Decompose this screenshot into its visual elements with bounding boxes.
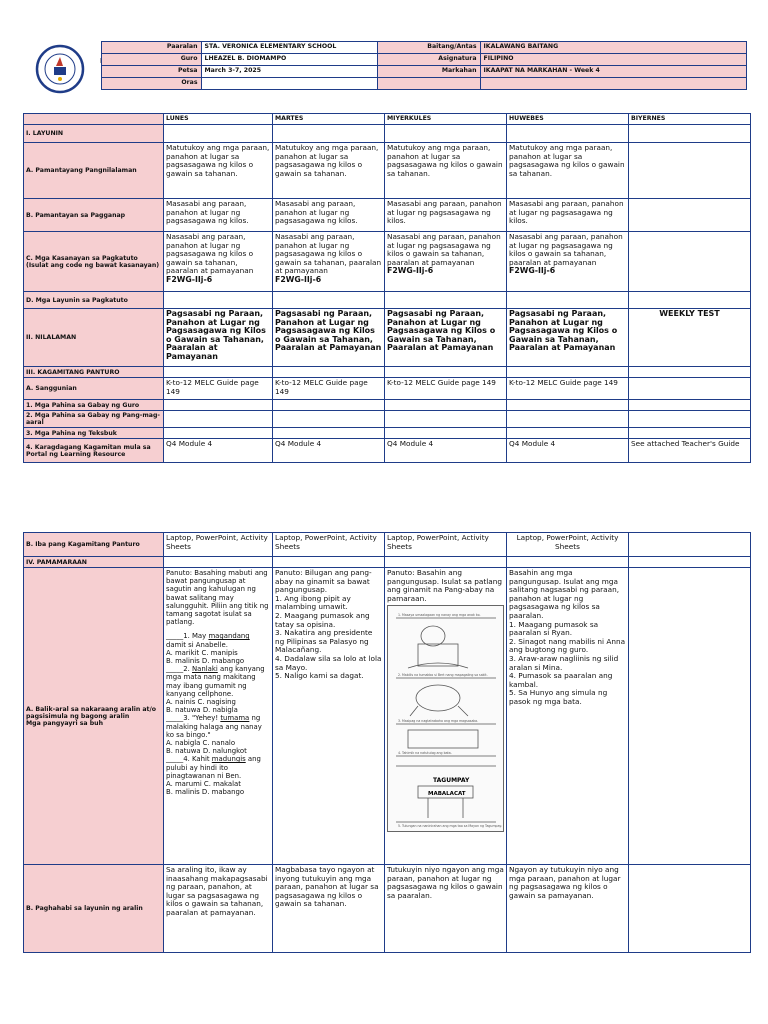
iba-martes: Laptop, PowerPoint, Activity Sheets <box>273 533 385 557</box>
quiz-choices: A. nabigla C. nanalo <box>166 739 236 748</box>
kagamitan-heading: III. KAGAMITANG PANTURO <box>24 367 164 378</box>
kasanayan-martes <box>273 232 385 292</box>
quiz-choices: B. natuwa D. nabigla <box>166 706 238 715</box>
iba-lunes: Laptop, PowerPoint, Activity Sheets <box>164 533 273 557</box>
competency-code: F2WG-IIj-6 <box>387 266 434 276</box>
quiz-item-suffix: damit si Anabelle. <box>166 640 228 649</box>
martes-item: 1. Ang ibong pipit ay malambing umawit. <box>275 593 351 612</box>
kasanayan-text: Nasasabi ang paraan, panahon at lugar ng pagsasagawa ng kilos o gawain sa tahanan, paaralan at pamayanan <box>509 232 623 267</box>
quiz-item <box>166 665 270 714</box>
lunes-instructions: Panuto: Basahing mabuti ang bawat pangungusap at sagutin ang kahulugan ng bawat salitang may salungguhit. Piliin ang titik ng tamang sagotat isulat sa patlang. <box>166 569 269 627</box>
underlined-word: Nanlaki <box>192 665 218 674</box>
gabay-guro-label: 1. Mga Pahina sa Gabay ng Guro <box>24 400 164 411</box>
time-value <box>201 78 377 90</box>
kasanayan-text: Nasasabi ang paraan, panahon at lugar ng pagsasagawa ng kilos o gawain sa tahanan, paaralan at pamayanan <box>166 232 254 276</box>
pagganap-huwebes: Masasabi ang paraan, panahon at lugar ng pagsasagawa ng kilos. <box>507 199 629 232</box>
iba-miyerkules: Laptop, PowerPoint, Activity Sheets <box>385 533 507 557</box>
quiz-item-prefix: _____3. "Yehey! <box>166 714 221 723</box>
iba-pang-kagamitan-label: B. Iba pang Kagamitang Panturo <box>24 533 164 557</box>
paghahabi-miyerkules: Tutukuyin niyo ngayon ang mga paraan, panahon at lugar ng pagsasagawa ng kilos o gawain sa paaralan. <box>385 865 507 953</box>
nilalaman-miyerkules: Pagsasabi ng Paraan, Panahon at Lugar ng Pagsasagawa ng Kilos o Gawain sa Tahanan, Paaralan at Pamayanan <box>385 309 507 367</box>
grade-value: IKALAWANG BAITANG <box>480 42 746 54</box>
sanggunian-label: A. Sanggunian <box>24 378 164 400</box>
quiz-item <box>166 755 270 796</box>
nilalaman-huwebes: Pagsasabi ng Paraan, Panahon at Lugar ng Pagsasagawa ng Kilos o Gawain sa Tahanan, Paaralan at Pamayanan <box>507 309 629 367</box>
martes-item: 2. Maagang pumasok ang tatay sa opisina. <box>275 610 370 629</box>
module-martes: Q4 Module 4 <box>273 439 385 463</box>
day-header-martes: MARTES <box>273 114 385 125</box>
quiz-item-suffix: ang pulubi ay hindi ito pinagtawanan ni Ben. <box>166 755 261 780</box>
pangnilalaman-huwebes: Matutukoy ang mga paraan, panahon at lugar sa pagsasagawa ng kilos o gawain sa tahanan. <box>507 143 629 199</box>
pangnilalaman-miyerkules: Matutukoy ang mga paraan, panahon at lugar sa pagsasagawa ng kilos o gawain sa tahanan. <box>385 143 507 199</box>
quiz-choices: A. marikit C. manipis <box>166 648 238 657</box>
tagumpay-caption: TAGUMPAY <box>433 777 470 785</box>
kasanayan-text: Nasasabi ang paraan, panahon at lugar ng pagsasagawa ng kilos o gawain sa tahanan, paaralan at pamayanan <box>275 232 382 276</box>
martes-item: 5. Naligo kami sa dagat. <box>275 671 364 681</box>
day-header-biyernes: BIYERNES <box>629 114 751 125</box>
nilalaman-lunes: Pagsasabi ng Paraan, Panahon at Lugar ng Pagsasagawa ng Kilos o Gawain sa Tahanan, Paaralan at Pamayanan <box>164 309 273 367</box>
martes-instructions: Panuto: Bilugan ang pang-abay na ginamit sa bawat pangungusap. <box>275 568 372 595</box>
worksheet-image <box>387 605 504 832</box>
pamantayan-pagganap-label: B. Pamantayan sa Pagganap <box>24 199 164 232</box>
huwebes-instructions: Basahin ang mga pangungusap. Isulat ang mga salitang nagsasabi ng paraan, panahon at lugar ng pagsasagawa ng kilos sa paaralan. <box>509 568 620 620</box>
worksheet-illustration <box>388 606 504 829</box>
lesson-log-table-2 <box>23 532 751 953</box>
grade-label: Baitang/Antas <box>377 42 480 54</box>
worksheet-line: 1. Masaya umaalagaan ng nanay ang mga anak ko. <box>398 613 481 618</box>
time-label: Oras <box>101 78 201 90</box>
quiz-item-suffix: ng malaking halaga ang nanay ko sa bingo." <box>166 714 262 739</box>
day-header-miyerkules: MIYERKULES <box>385 114 507 125</box>
module-huwebes: Q4 Module 4 <box>507 439 629 463</box>
nilalaman-martes: Pagsasabi ng Paraan, Panahon at Lugar ng Pagsasagawa ng Kilos o Gawain sa Tahanan, Paaralan at Pamayanan <box>273 309 385 367</box>
quiz-item-prefix: _____1. May <box>166 632 209 641</box>
lesson-log-table-1 <box>23 113 751 463</box>
date-label: Petsa <box>101 66 201 78</box>
huwebes-item: 4. Pumasok sa paaralan ang kambal. <box>509 671 613 689</box>
quiz-choices: A. nainis C. nagising <box>166 698 236 707</box>
teacher-value: LHEAZEL B. DIOMAMPO <box>201 54 377 66</box>
worksheet-line: 2. Mabilis na tumakbo si Bert nang mapagaling sa sakit. <box>398 673 488 678</box>
balik-aral-miyerkules <box>385 568 507 865</box>
balik-aral-huwebes <box>507 568 629 865</box>
quiz-item <box>166 714 270 755</box>
quiz-item-prefix: _____4. Kahit <box>166 755 212 764</box>
pangnilalaman-martes: Matutukoy ang mga paraan, panahon at lugar sa pagsasagawa ng kilos o gawain sa tahanan. <box>273 143 385 199</box>
paghahabi-label: B. Paghahabi sa layunin ng aralin <box>24 865 164 953</box>
lunes-quiz-items <box>166 632 270 796</box>
date-value: March 3-7, 2025 <box>201 66 377 78</box>
gabay-mag-aaral-label: 2. Mga Pahina sa Gabay ng Pang-mag-aaral <box>24 411 164 428</box>
kasanayan-label: C. Mga Kasanayan sa Pagkatuto (Isulat ang code ng bawat kasanayan) <box>24 232 164 292</box>
module-miyerkules: Q4 Module 4 <box>385 439 507 463</box>
quiz-choices: B. malinis D. mabango <box>166 657 245 666</box>
sanggunian-huwebes: K-to-12 MELC Guide page 149 <box>507 378 629 400</box>
pamantayang-pangnilalaman-label: A. Pamantayang Pangnilalaman <box>24 143 164 199</box>
kasanayan-lunes <box>164 232 273 292</box>
balik-aral-label: A. Balik-aral sa nakaraang aralin at/o pagsisimula ng bagong aralin Mga pangyayri sa buh <box>24 568 164 865</box>
pagganap-miyerkules: Masasabi ang paraan, panahon at lugar ng pagsasagawa ng kilos. <box>385 199 507 232</box>
quiz-choices: B. natuwa D. nalungkot <box>166 747 247 756</box>
competency-code: F2WG-IIj-6 <box>166 274 213 284</box>
martes-item: 3. Nakatira ang presidente ng Pilipinas sa Palasyo ng Malacañang. <box>275 628 373 655</box>
layunin-heading: I. LAYUNIN <box>24 125 164 143</box>
weekly-test-label: WEEKLY TEST <box>629 309 751 367</box>
school-value: STA. VERONICA ELEMENTARY SCHOOL <box>201 42 377 54</box>
layunin-pagkatuto-label: D. Mga Layunin sa Pagkatuto <box>24 292 164 309</box>
header-info-table <box>23 41 747 90</box>
paghahabi-huwebes: Ngayon ay tutukuyin niyo ang mga paraan, panahon at lugar ng pagsasagawa ng kilos o gawain sa pamayanan. <box>507 865 629 953</box>
quiz-item <box>166 632 270 665</box>
subject-label: Asignatura <box>377 54 480 66</box>
sanggunian-miyerkules: K-to-12 MELC Guide page 149 <box>385 378 507 400</box>
underlined-word: magandang <box>208 632 250 641</box>
corner-cell <box>24 114 164 125</box>
paghahabi-martes: Magbabasa tayo ngayon at inyong tutukuyin ang mga paraan, panahon at lugar sa pagsasagawa ng kilos o gawain sa tahanan. <box>273 865 385 953</box>
module-lunes: Q4 Module 4 <box>164 439 273 463</box>
mabalacat-caption: MABALACAT <box>428 791 466 798</box>
paghahabi-lunes: Sa araling ito, ikaw ay inaasahang makapagsasabi ng paraan, panahon, at lugar sa pagsasagawa ng kilos o gawain sa tahanan, paaralan at pamayanan. <box>164 865 273 953</box>
worksheet-line: 3. Masipag na nagtatrabaho ang mga magsasaka. <box>398 719 479 724</box>
quiz-item-suffix: ang kanyang mga mata nang makitang may ibang gumamit ng kanyang cellphone. <box>166 665 265 698</box>
quarter-label: Markahan <box>377 66 480 78</box>
balik-aral-lunes <box>164 568 273 865</box>
pagganap-lunes: Masasabi ang paraan, panahon at lugar ng pagsasagawa ng kilos. <box>164 199 273 232</box>
underlined-word: madungis <box>211 755 246 764</box>
worksheet-line: 5. Tulungan na naninirahan ang mga tao sa Mayon ng Tagumpay. <box>398 824 502 829</box>
teksbuk-label: 3. Mga Pahina ng Teksbuk <box>24 428 164 439</box>
teacher-label: Guro <box>101 54 201 66</box>
quiz-choices: B. malinis D. mabango <box>166 788 245 797</box>
huwebes-item: 2. Sinagot nang mabilis ni Anna ang bugtong ng guro. <box>509 636 626 655</box>
nilalaman-label: II. NILALAMAN <box>24 309 164 367</box>
quiz-choices: A. marumi C. makalat <box>166 780 241 789</box>
pagganap-martes: Masasabi ang paraan, panahon at lugar ng pagsasagawa ng kilos. <box>273 199 385 232</box>
kasanayan-huwebes <box>507 232 629 292</box>
sanggunian-lunes: K-to-12 MELC Guide page 149 <box>164 378 273 400</box>
iba-huwebes: Laptop, PowerPoint, Activity Sheets <box>507 533 629 557</box>
day-header-huwebes: HUWEBES <box>507 114 629 125</box>
blank-value <box>480 78 746 90</box>
kasanayan-text: Nasasabi ang paraan, panahon at lugar ng pagsasagawa ng kilos o gawain sa tahanan, paaralan at pamayanan <box>387 232 501 267</box>
competency-code: F2WG-IIj-6 <box>275 274 322 284</box>
day-header-lunes: LUNES <box>164 114 273 125</box>
school-label: Paaralan <box>101 42 201 54</box>
kasanayan-miyerkules <box>385 232 507 292</box>
blank-label <box>377 78 480 90</box>
competency-code: F2WG-IIj-6 <box>509 266 556 276</box>
huwebes-item: 3. Araw-araw nagliinis ng silid aralan si Mina. <box>509 653 619 672</box>
subject-value: FILIPINO <box>480 54 746 66</box>
huwebes-item: 1. Maagang pumasok sa paaralan si Ryan. <box>509 619 599 638</box>
balik-aral-martes <box>273 568 385 865</box>
underlined-word: tumama <box>220 714 250 723</box>
quarter-value: IKAAPAT NA MARKAHAN - Week 4 <box>480 66 746 78</box>
pamamaraan-heading: IV. PAMAMARAAN <box>24 557 164 568</box>
worksheet-line: 4. Tahimik na natutulog ang bata. <box>398 751 452 756</box>
miyerkules-instructions: Panuto: Basahin ang pangungusap. Isulat sa patlang ang ginamit na Pang-abay na pamaraan. <box>387 568 502 603</box>
teachers-guide-biyernes: See attached Teacher's Guide <box>629 439 751 463</box>
karagdagang-kagamitan-label: 4. Karagdagang Kagamitan mula sa Portal ng Learning Resource <box>24 439 164 463</box>
sanggunian-martes: K-to-12 MELC Guide page 149 <box>273 378 385 400</box>
quiz-item-prefix: _____2. <box>166 665 192 674</box>
pangnilalaman-lunes: Matutukoy ang mga paraan, panahon at lugar sa pagsasagawa ng kilos o gawain sa tahanan. <box>164 143 273 199</box>
martes-item: 4. Dadalaw sila sa lolo at lola sa Mayo. <box>275 653 382 672</box>
huwebes-item: 5. Sa Hunyo ang simula ng pasok ng mga bata. <box>509 688 608 706</box>
